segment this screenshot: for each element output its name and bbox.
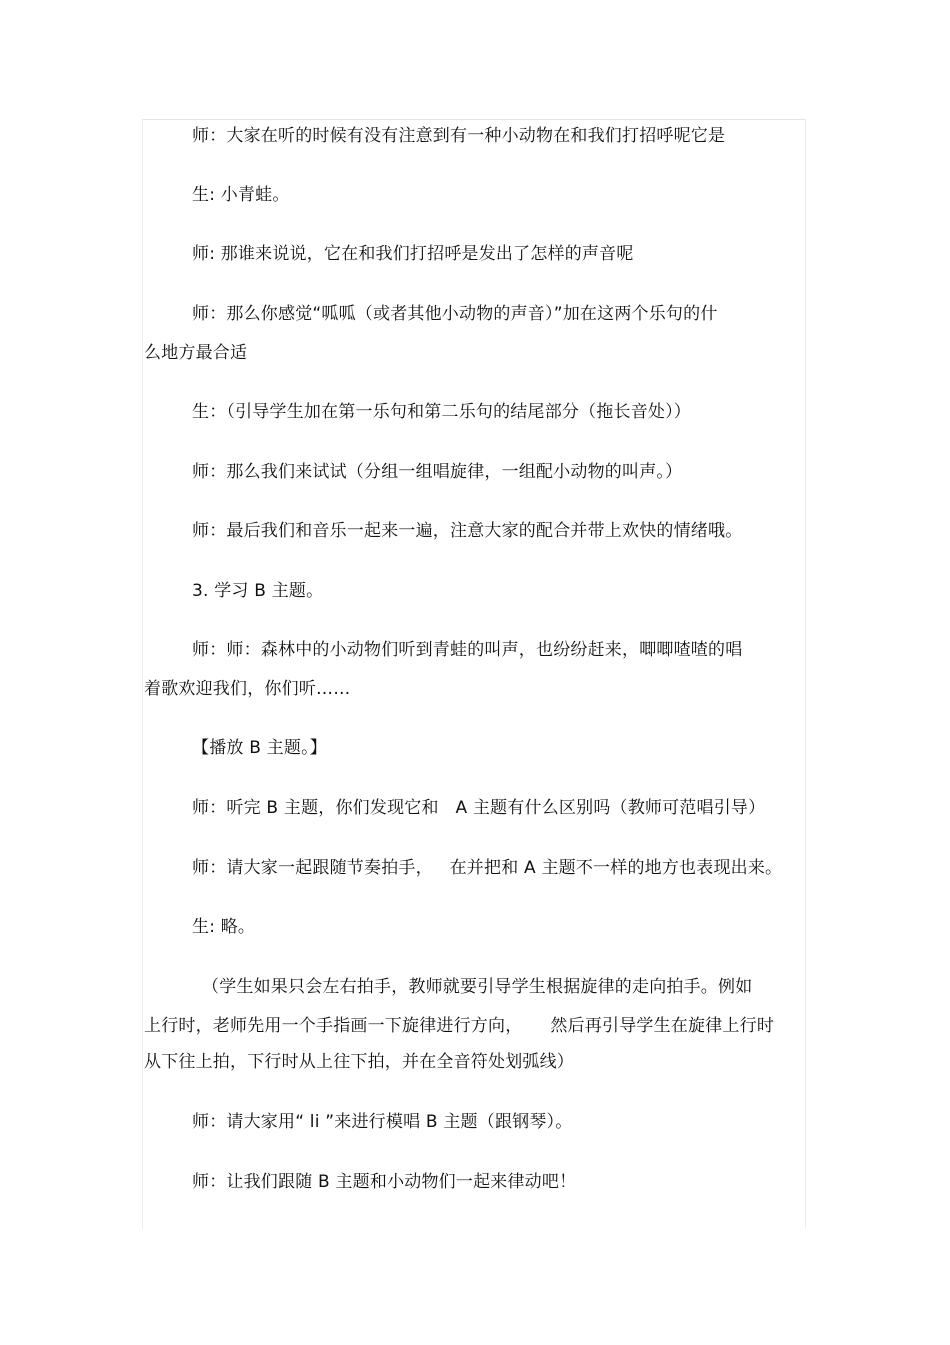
dialogue-line: 师：让我们跟随 B 主题和小动物们一起来律动吧！ — [192, 1172, 577, 1192]
dialogue-line: 师：师：森林中的小动物们听到青蛙的叫声，也纷纷赶来，唧唧喳喳的唱 — [192, 640, 743, 660]
dialogue-line: 师：那么我们来试试（分组一组唱旋律，一组配小动物的叫声。） — [192, 462, 683, 482]
dialogue-line-continuation: 么地方最合适 — [144, 343, 248, 363]
dialogue-line: 师：那么你感觉“呱呱（或者其他小动物的声音）”加在这两个乐句的什 — [192, 304, 718, 324]
dialogue-line: 师：听完 B 主题，你们发现它和 A 主题有什么区别吗（教师可范唱引导） — [192, 798, 766, 818]
note-paragraph-continuation: 上行时，老师先用一个手指画一下旋律进行方向， 然后再引导学生在旋律上行时 — [144, 1016, 775, 1036]
dialogue-line: 师：大家在听的时候有没有注意到有一种小动物在和我们打招呼呢它是 — [192, 126, 726, 146]
stage-direction: 【播放 B 主题。】 — [192, 738, 327, 758]
note-paragraph-continuation: 从下往上拍，下行时从上往下拍，并在全音符处划弧线） — [144, 1052, 574, 1072]
dialogue-line: 生: 略。 — [192, 917, 256, 937]
dialogue-line: 师: 那谁来说说，它在和我们打招呼是发出了怎样的声音呢 — [192, 244, 634, 264]
dialogue-line-continuation: 着歌欢迎我们，你们听…… — [144, 679, 351, 699]
dialogue-line: 师：最后我们和音乐一起来一遍，注意大家的配合并带上欢快的情绪哦。 — [192, 521, 743, 541]
note-paragraph: （学生如果只会左右拍手，教师就要引导学生根据旋律的走向拍手。例如 — [202, 977, 753, 997]
dialogue-line: 生: 小青蛙。 — [192, 185, 290, 205]
section-heading: 3. 学习 B 主题。 — [192, 581, 324, 601]
dialogue-line: 师：请大家用“ li ”来进行模唱 B 主题（跟钢琴）。 — [192, 1112, 573, 1132]
dialogue-line: 师：请大家一起跟随节奏拍手， 在并把和 A 主题不一样的地方也表现出来。 — [192, 858, 783, 878]
dialogue-line: 生：（引导学生加在第一乐句和第二乐句的结尾部分（拖长音处）） — [192, 402, 691, 422]
